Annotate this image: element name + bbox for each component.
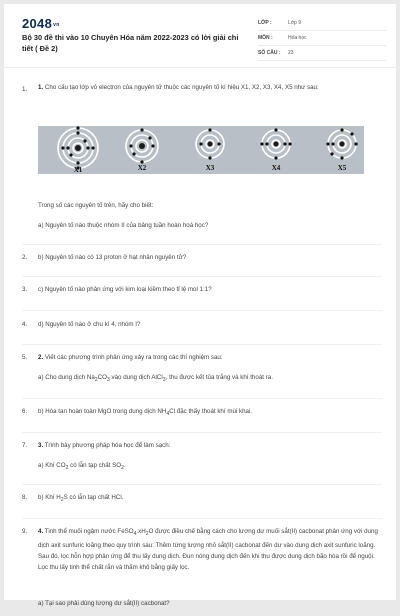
atom-diagram-figure <box>38 126 364 174</box>
question-sub: a) Nguyên tố nào thuộc nhóm II của bảng tuần hoàn hoá học? <box>38 222 209 229</box>
question-8: 8. b) Khí $H_2S$ có lẫn tạp chất HCl. <box>22 494 124 504</box>
question-9: 9. 4. Tinh thể muối ngậm nước $FeSO_4.xH_2O$ được điều chế bằng cách cho lượng dư muối sắt(II) cacbonat phản ứng với dung dịch axit sunfuric loãng theo quy trình sau: Thêm từng lượng nhỏ sắt(II) cacbonat đến dư vào dung dịch axit sunfuric loãng. Sau đó, lọc hỗn hợp phản ứng để thu lấy dung dịch. Đun nóng dung dịch đến khi thu được dung dịch bão hòa rồi để nguội. Lọc thu lấy tinh thể chất rắn và thấm khô bằng giấy lọc. a) Tại sao phải dùng lượng dư sắt(II) cacbonat? <box>4 526 396 616</box>
question-6: 6. b) Hòa tan hoàn toàn MgO trong dung dịch $NH_4Cl$ đặc thấy thoát khí mùi khai. <box>22 408 253 418</box>
atom-x5 <box>326 128 357 159</box>
document-title: Bộ 30 đề thi vào 10 Chuyên Hóa năm 2022-2023 có lời giải chi tiết ( Đề 2) <box>22 33 239 53</box>
atom-x4 <box>260 128 291 159</box>
meta-class: LỚP : Lớp 9 <box>258 16 386 31</box>
document-meta <box>258 16 386 61</box>
question-sub: a) Khí $CO_2$ có lẫn tạp chất $SO_2$. <box>38 462 126 472</box>
divider <box>22 344 382 345</box>
atom-label-x5: X5 <box>337 164 347 172</box>
atom-x1 <box>58 126 98 169</box>
question-4: 4. d) Nguyên tố nào ở chu kì 4, nhóm I? <box>22 321 141 328</box>
atom-shells-image <box>38 126 364 174</box>
question-5: 5. 2. Viết các phương trình phản ứng xảy ra trong các thí nghiệm sau: a) Cho dung dịch $Na_2CO_3$ vào dung dịch AlCl$_3$, thu được kết tủa trắng và khí thoát ra. <box>4 352 396 392</box>
divider <box>22 244 382 245</box>
question-number: 1. <box>22 86 28 93</box>
meta-subject: MÔN : Hóa học <box>258 31 386 46</box>
atom-label-x2: X2 <box>137 164 147 172</box>
question-sub: a) Cho dung dịch $Na_2CO_3$ vào dung dịch AlCl$_3$, thu được kết tủa trắng và khí thoát ra. <box>38 374 273 384</box>
question-text: 1. Cho cấu tạo lớp vỏ electron của nguyên tử thuộc các nguyên tố kí hiệu X1, X2, X3, X4, X5 như sau: <box>38 84 319 91</box>
question-1 <box>4 82 396 242</box>
divider <box>22 310 382 311</box>
divider <box>22 276 382 277</box>
meta-question-count: SỐ CÂU : 23 <box>258 46 386 61</box>
atom-label-x4: X4 <box>271 164 281 172</box>
divider <box>22 518 382 519</box>
divider <box>22 484 382 485</box>
site-logo[interactable]: 2048vn <box>22 16 60 31</box>
question-7: 7. 3. Trình bày phương pháp hóa học để làm sạch: a) Khí $CO_2$ có lẫn tạp chất $SO_2$. <box>4 440 396 480</box>
question-sub: a) Tại sao phải dùng lượng dư sắt(II) cacbonat? <box>38 600 170 607</box>
document-header <box>4 4 396 68</box>
question-2: 2. b) Nguyên tố nào có 13 proton ở hạt nhân nguyên tử? <box>22 254 187 261</box>
divider <box>22 432 382 433</box>
question-3: 3. c) Nguyên tố nào phản ứng với kim loại kiềm theo tỉ lệ mol 1:1? <box>22 286 212 293</box>
atom-label-x3: X3 <box>205 164 215 172</box>
atom-x3 <box>196 128 224 159</box>
atom-x2 <box>126 128 158 163</box>
divider <box>22 398 382 399</box>
document-page <box>4 4 396 607</box>
question-intro: Trong số các nguyên tố trên, hãy cho biết: <box>38 202 154 209</box>
atom-label-x1: X1 <box>73 166 83 174</box>
